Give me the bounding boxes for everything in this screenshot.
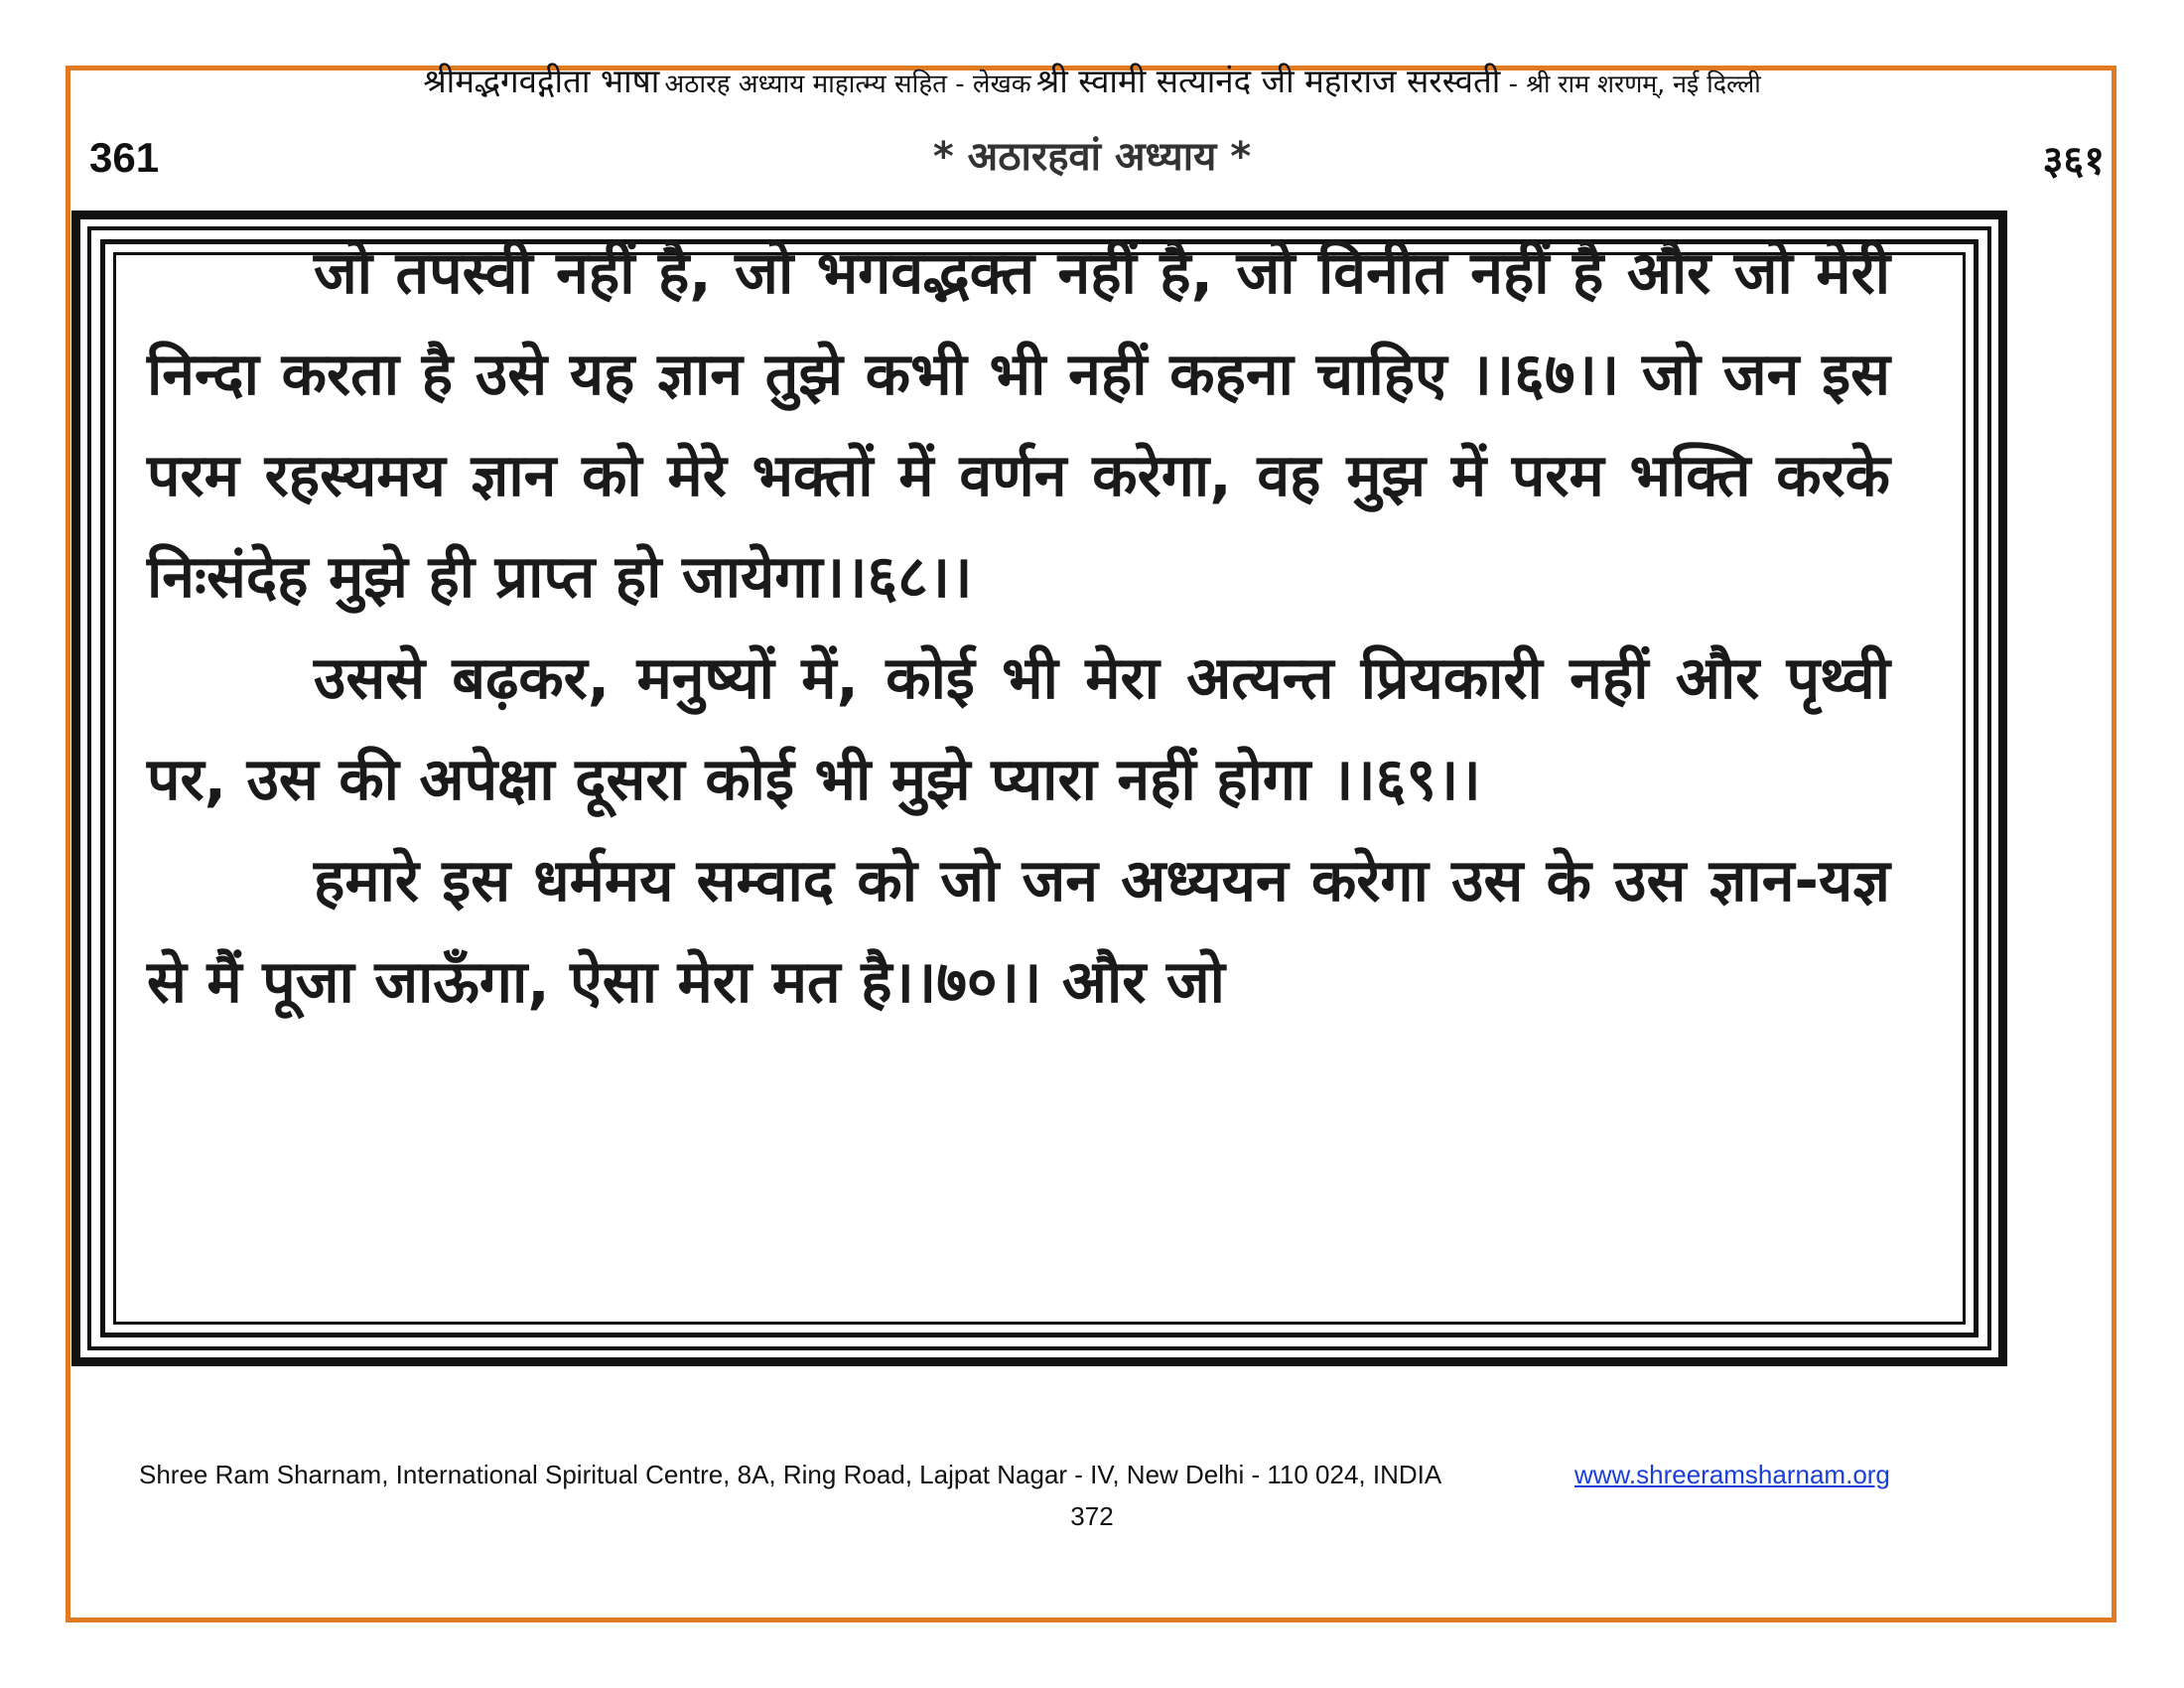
- website-link[interactable]: www.shreeramsharnam.org: [1574, 1460, 1890, 1489]
- verse-paragraph: उससे बढ़कर, मनुष्यों में, कोई भी मेरा अत्यन्त प्रियकारी नहीं और पृथ्वी पर, उस की अपेक्षा दूसरा कोई भी मुझे प्यारा नहीं होगा ।।६९।।: [147, 643, 1890, 813]
- author-name: श्री स्वामी सत्यानंद जी महाराज सरस्वती: [1035, 62, 1501, 100]
- page-number-left: 361: [89, 134, 160, 181]
- chapter-title: * अठारहवां अध्याय *: [932, 134, 1252, 180]
- page-number-right: ३६१: [2042, 138, 2105, 184]
- book-title: श्रीमद्भगवद्गीता भाषा: [423, 62, 660, 100]
- verse-paragraph: हमारे इस धर्ममय सम्वाद को जो जन अध्ययन करेगा उस के उस ज्ञान-यज्ञ से मैं पूजा जाऊँगा, ऐसा मेरा मत है।।७०।। और जो: [147, 846, 1890, 1016]
- verse-paragraph: जो तपस्वी नहीं है, जो भगवद्भक्त नहीं है, जो विनीत नहीं है और जो मेरी निन्दा करता है उसे यह ज्ञान तुझे कभी भी नहीं कहना चाहिए ।।६७।। जो जन इस परम रहस्यमय ज्ञान को मेरे भक्तों में वर्णन करेगा, वह मुझ में परम भक्ति करके निःसंदेह मुझे ही प्राप्त हो जायेगा।।६८।।: [147, 238, 1890, 611]
- footer-address: Shree Ram Sharnam, International Spiritual Centre, 8A, Ring Road, Lajpat Nagar - IV, New Delhi - 110 024, INDIA: [139, 1460, 1442, 1489]
- publisher-name: श्री राम शरणम्, नई दिल्ली: [1526, 70, 1761, 98]
- footer-page-number: 372: [1070, 1501, 1114, 1531]
- page-header: [0, 58, 2184, 102]
- header-separator: -: [1500, 70, 1527, 99]
- book-subtitle: अठारह अध्याय माहात्म्य सहित - लेखक: [664, 70, 1031, 99]
- verse-text-block: [147, 222, 1890, 1033]
